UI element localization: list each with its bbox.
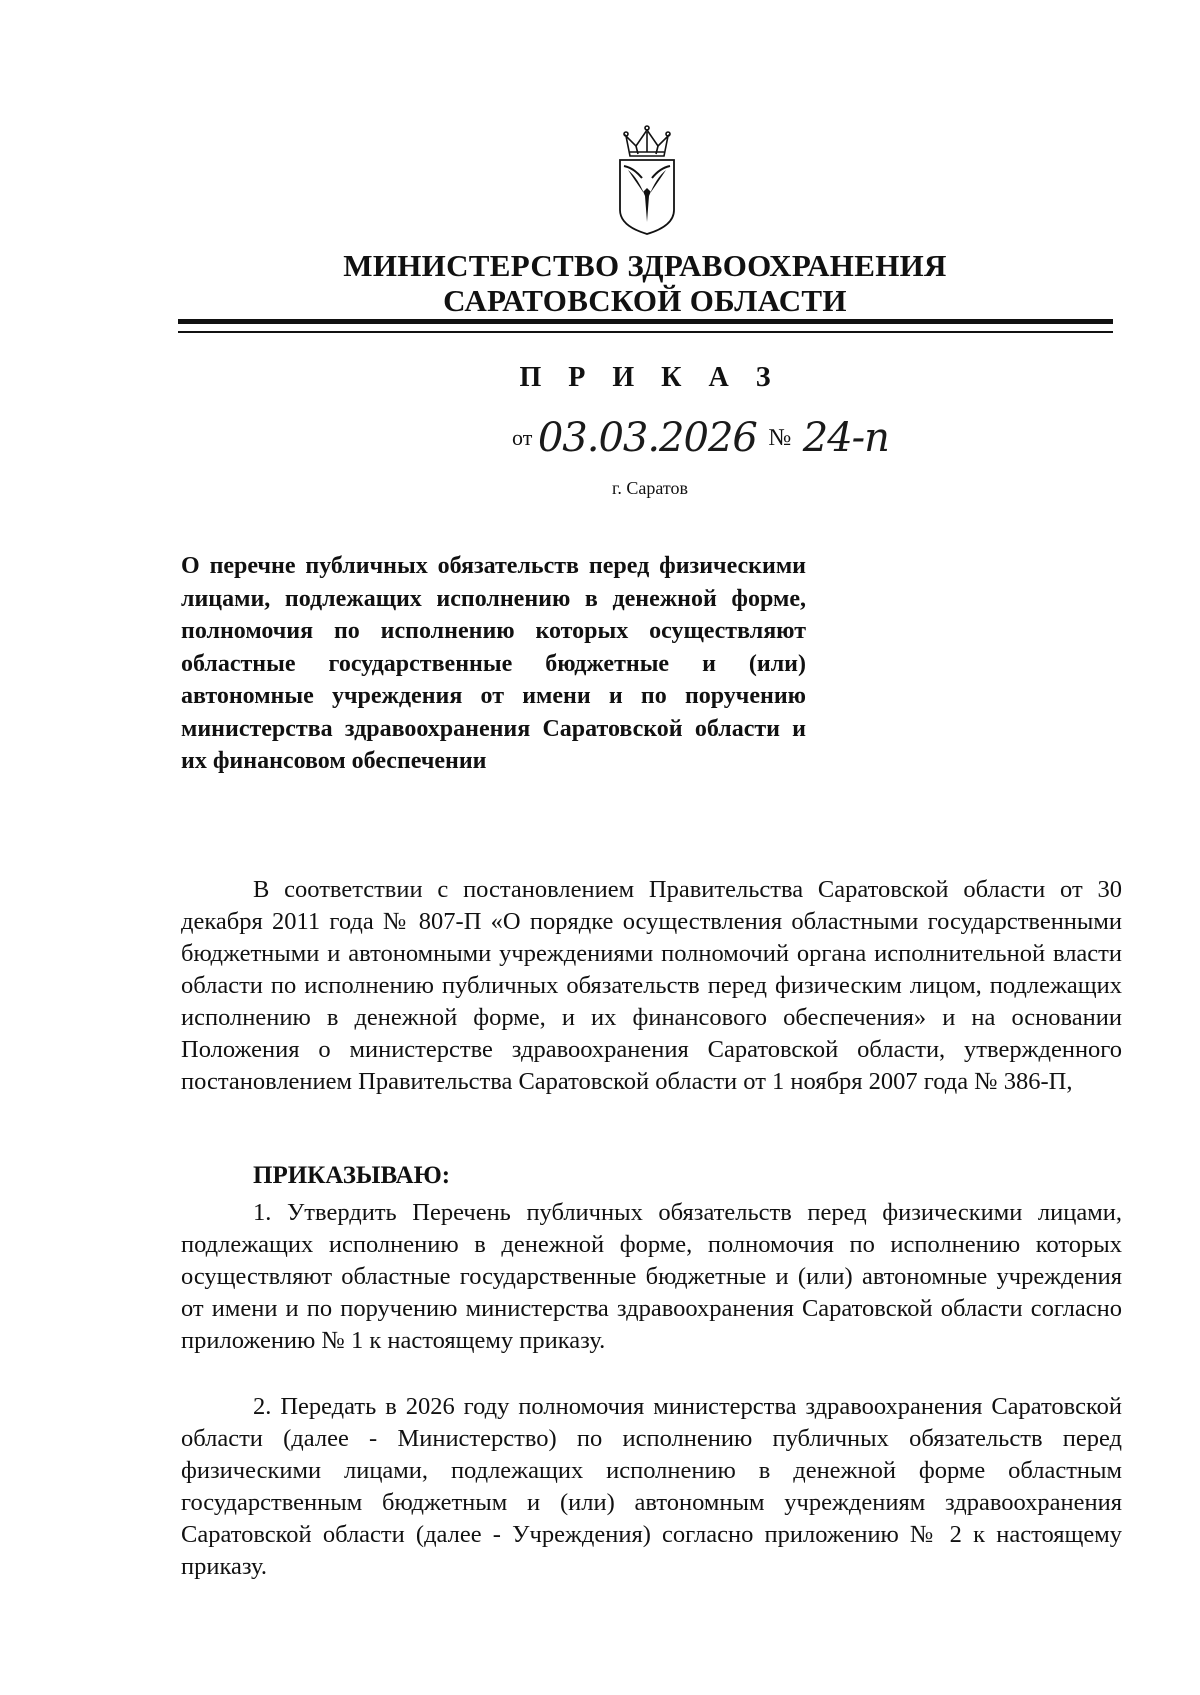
order-subject: О перечне публичных обязательств перед физическими лицами, подлежащих исполнению в денежной форме, полномочия по исполнению которых осуществляют областные государственные бюджетные и (или) автономные учреждения от имени и по поручению министерства здравоохранения Саратовской области и их финансовом обеспечении	[181, 553, 806, 774]
header-rule-thick	[178, 319, 1113, 324]
header-rule-thin	[178, 331, 1113, 333]
ministry-name-line2: САРАТОВСКОЙ ОБЛАСТИ	[443, 283, 847, 318]
order-item-1: 1. Утвердить Перечень публичных обязательств перед физическими лицами, подлежащих исполнению в денежной форме, полномочия по исполнению которых осуществляют областные государственные бюджетные и (или) автономные учреждения от имени и по поручению министерства здравоохранения Саратовской области согласно приложению № 1 к настоящему приказу.	[181, 1199, 1122, 1354]
ministry-name-line1: МИНИСТЕРСТВО ЗДРАВООХРАНЕНИЯ	[343, 248, 947, 283]
preamble-paragraph: В соответствии с постановлением Правительства Саратовской области от 30 декабря 2011 года № 807-П «О порядке осуществления областными государственными бюджетными и автономными учреждениями полномочий органа исполнительной власти области по исполнению публичных обязательств перед физическим лицом, подлежащих исполнению в денежной форме, и их финансового обеспечения» и на основании Положения о министерстве здравоохранения Саратовской области, утвержденного постановлением Правительства Саратовской области от 1 ноября 2007 года № 386-П,	[181, 876, 1122, 1095]
handwritten-number: 24-п	[802, 415, 889, 461]
order-date-number	[512, 415, 889, 461]
coat-of-arms-icon	[612, 118, 682, 238]
date-prefix: от	[512, 425, 533, 450]
directive-heading: ПРИКАЗЫВАЮ:	[253, 1162, 451, 1189]
number-sign: №	[768, 424, 792, 451]
order-item-2: 2. Передать в 2026 году полномочия министерства здравоохранения Саратовской области (далее - Министерство) по исполнению публичных обязательств перед физическими лицами, подлежащих исполнению в денежной форме областным государственным бюджетным и (или) автономным учреждениям здравоохранения Саратовской области (далее - Учреждения) согласно приложению № 2 к настоящему приказу.	[181, 1393, 1122, 1580]
document-type-title: П Р И К А З	[519, 362, 781, 393]
city-label: г. Саратов	[612, 478, 688, 498]
handwritten-date: 03.03.2026	[537, 415, 757, 461]
